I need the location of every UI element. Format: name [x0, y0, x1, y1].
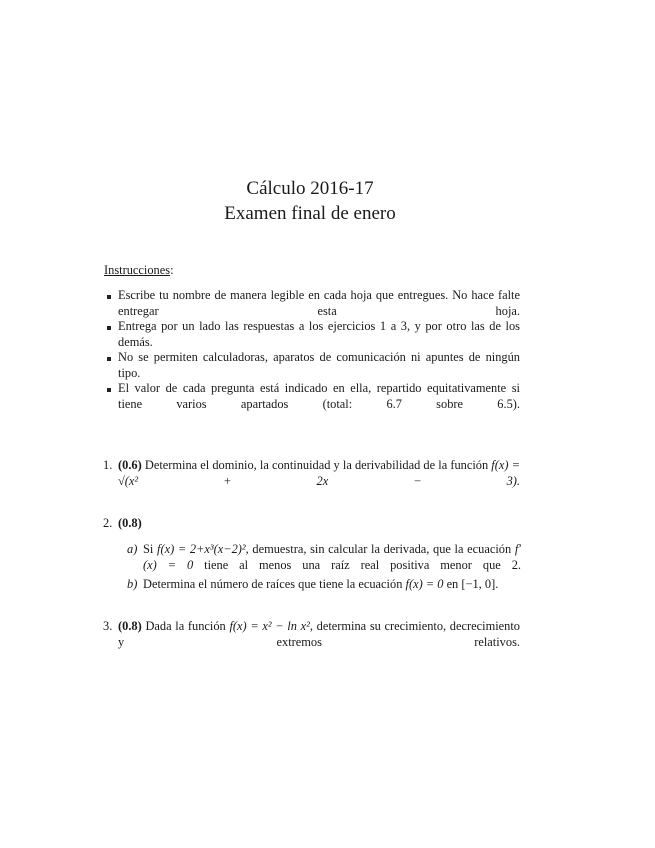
question-2b: Determina el número de raíces que tiene la ecuación f(x) = 0 en [−1, 0]. — [143, 577, 499, 591]
question-points: (0.8) — [118, 516, 142, 530]
instructions-heading: Instrucciones: — [104, 263, 174, 277]
bullet-icon — [107, 295, 111, 299]
question-number: 1. — [103, 458, 113, 472]
math-expression: f(x) = √(x² + 2x − 3). — [118, 458, 520, 488]
instruction-item: No se permiten calculadoras, aparatos de comunicación ni apuntes de ningún tipo. — [118, 350, 520, 380]
bullet-icon — [107, 357, 111, 361]
instruction-item: Escribe tu nombre de manera legible en cada hoja que entregues. No hace falte entregar esta hoja. — [118, 288, 520, 318]
instruction-item: El valor de cada pregunta está indicado en ella, repartido equitativamente si tiene varios apartados (total: 6.7 sobre 6.5). — [118, 381, 520, 411]
exam-title: Cálculo 2016-17 — [246, 178, 374, 199]
exam-subtitle: Examen final de enero — [224, 203, 396, 224]
question-1: (0.6) Determina el dominio, la continuidad y la derivabilidad de la función f(x) = √(x² + 2x − 3). — [118, 458, 520, 488]
question-number: 3. — [103, 619, 113, 633]
question-3: (0.8) Dada la función f(x) = x² − ln x², determina su crecimiento, decrecimiento y extremos relativos. — [118, 619, 520, 649]
question-number: 2. — [103, 516, 113, 530]
part-label: a) — [127, 542, 138, 556]
bullet-icon — [107, 388, 111, 392]
bullet-icon — [107, 326, 111, 330]
instruction-item: Entrega por un lado las respuestas a los ejercicios 1 a 3, y por otro las de los demás. — [118, 319, 520, 349]
part-label: b) — [127, 577, 138, 591]
question-2a: Si f(x) = 2+x³(x−2)², demuestra, sin calcular la derivada, que la ecuación f′(x) = 0 tiene al menos una raíz real positiva menor que 2. — [143, 542, 521, 572]
